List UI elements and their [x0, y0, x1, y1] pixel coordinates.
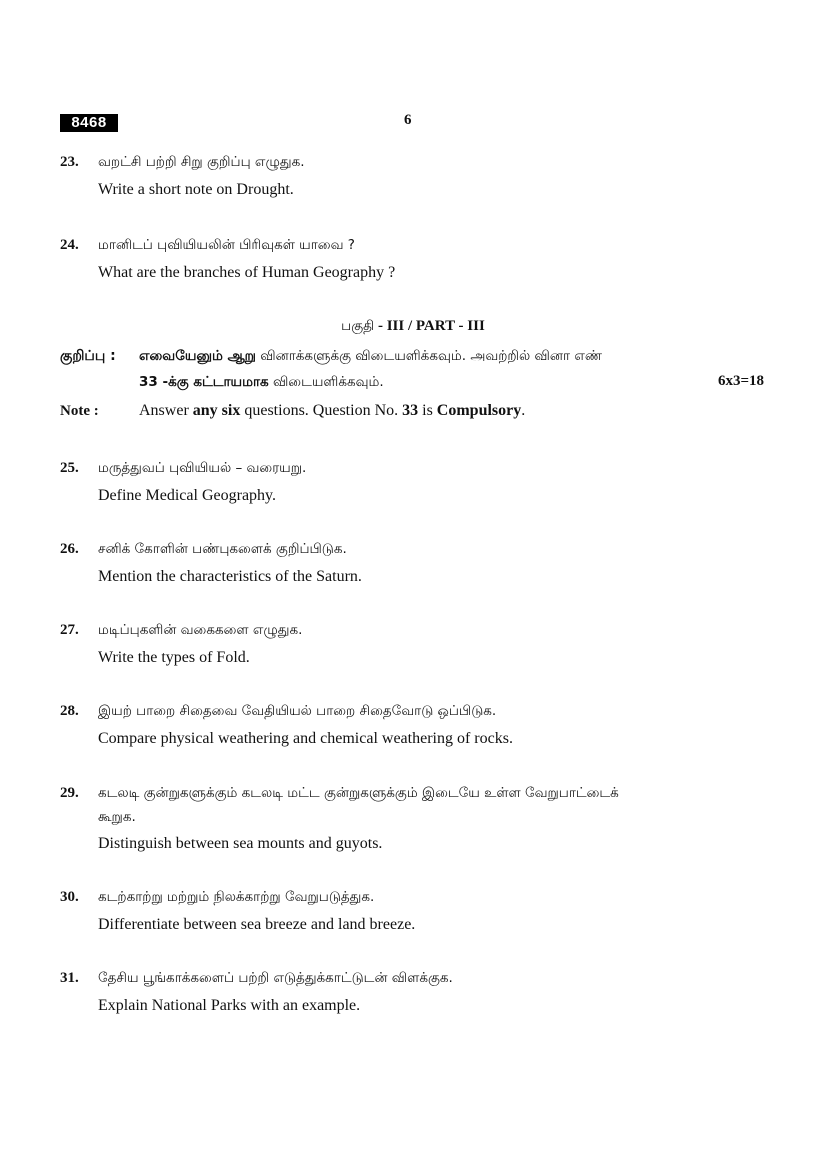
- question-number: 27.: [60, 622, 79, 638]
- question-number: 28.: [60, 703, 79, 719]
- part-heading-tamil: பகுதி: [341, 318, 375, 334]
- note-text: [139, 402, 525, 420]
- instruction-label: குறிப்பு :: [60, 348, 116, 364]
- question-text-tamil: கடலடி குன்றுகளுக்கும் கடலடி மட்ட குன்றுகளுக்கும் இடையே உள்ள வேறுபாட்டைக்: [98, 785, 619, 801]
- question-text-tamil: மருத்துவப் புவியியல் – வரையறு.: [98, 460, 307, 476]
- question-number: 24.: [60, 237, 79, 253]
- question-number: 31.: [60, 970, 79, 986]
- instruction-text: விடையளிக்கவும்.: [268, 374, 384, 390]
- question-text-english: Compare physical weathering and chemical weathering of rocks.: [98, 730, 513, 747]
- question-number: 23.: [60, 154, 79, 170]
- question-text-tamil: சனிக் கோளின் பண்புகளைக் குறிப்பிடுக.: [98, 541, 347, 557]
- note-text-part: .: [521, 402, 526, 419]
- note-bold: Compulsory: [436, 402, 522, 419]
- instruction-line-2: [139, 374, 384, 392]
- question-text-english: Differentiate between sea breeze and land breeze.: [98, 916, 416, 933]
- instruction-line-1: [139, 348, 602, 366]
- question-text-tamil: கடற்காற்று மற்றும் நிலக்காற்று வேறுபடுத்துக.: [98, 889, 375, 905]
- question-text-tamil: மானிடப் புவியியலின் பிரிவுகள் யாவை ?: [98, 237, 355, 253]
- question-text-english: What are the branches of Human Geography ?: [98, 264, 396, 281]
- paper-code-badge: 8468: [60, 114, 118, 132]
- question-text-tamil: இயற் பாறை சிதைவை வேதியியல் பாறை சிதைவோடு ஒப்பிடுக.: [98, 703, 497, 719]
- question-text-english: Distinguish between sea mounts and guyots.: [98, 835, 383, 852]
- question-text-english: Explain National Parks with an example.: [98, 997, 361, 1014]
- part-heading: [0, 318, 826, 336]
- question-text-tamil: தேசிய பூங்காக்களைப் பற்றி எடுத்துக்காட்டுடன் விளக்குக.: [98, 970, 453, 986]
- question-text-english: Define Medical Geography.: [98, 487, 276, 504]
- question-text-english: Write the types of Fold.: [98, 649, 250, 666]
- question-number: 29.: [60, 785, 79, 801]
- question-text-tamil: வறட்சி பற்றி சிறு குறிப்பு எழுதுக.: [98, 154, 305, 170]
- note-bold: 33: [402, 402, 419, 419]
- question-text-tamil: மடிப்புகளின் வகைகளை எழுதுக.: [98, 622, 303, 638]
- note-label: Note :: [60, 403, 99, 419]
- question-number: 26.: [60, 541, 79, 557]
- instruction-bold: 33 -க்கு கட்டாயமாக: [139, 374, 269, 390]
- note-text-part: is: [418, 402, 437, 419]
- instruction-text: வினாக்களுக்கு விடையளிக்கவும். அவற்றில் வினா எண்: [255, 348, 603, 364]
- page-number: 6: [404, 112, 412, 128]
- question-number: 25.: [60, 460, 79, 476]
- question-text-english: Write a short note on Drought.: [98, 181, 294, 198]
- note-text-part: Answer: [139, 402, 193, 419]
- note-text-part: questions. Question No.: [240, 402, 403, 419]
- question-text-tamil-continued: கூறுக.: [98, 809, 136, 825]
- instruction-bold: எவையேனும் ஆறு: [139, 348, 256, 364]
- marks-allocation: 6x3=18: [718, 373, 765, 389]
- note-bold: any six: [192, 402, 241, 419]
- question-text-english: Mention the characteristics of the Saturn.: [98, 568, 362, 585]
- part-heading-english: - III / PART - III: [374, 318, 485, 334]
- question-number: 30.: [60, 889, 79, 905]
